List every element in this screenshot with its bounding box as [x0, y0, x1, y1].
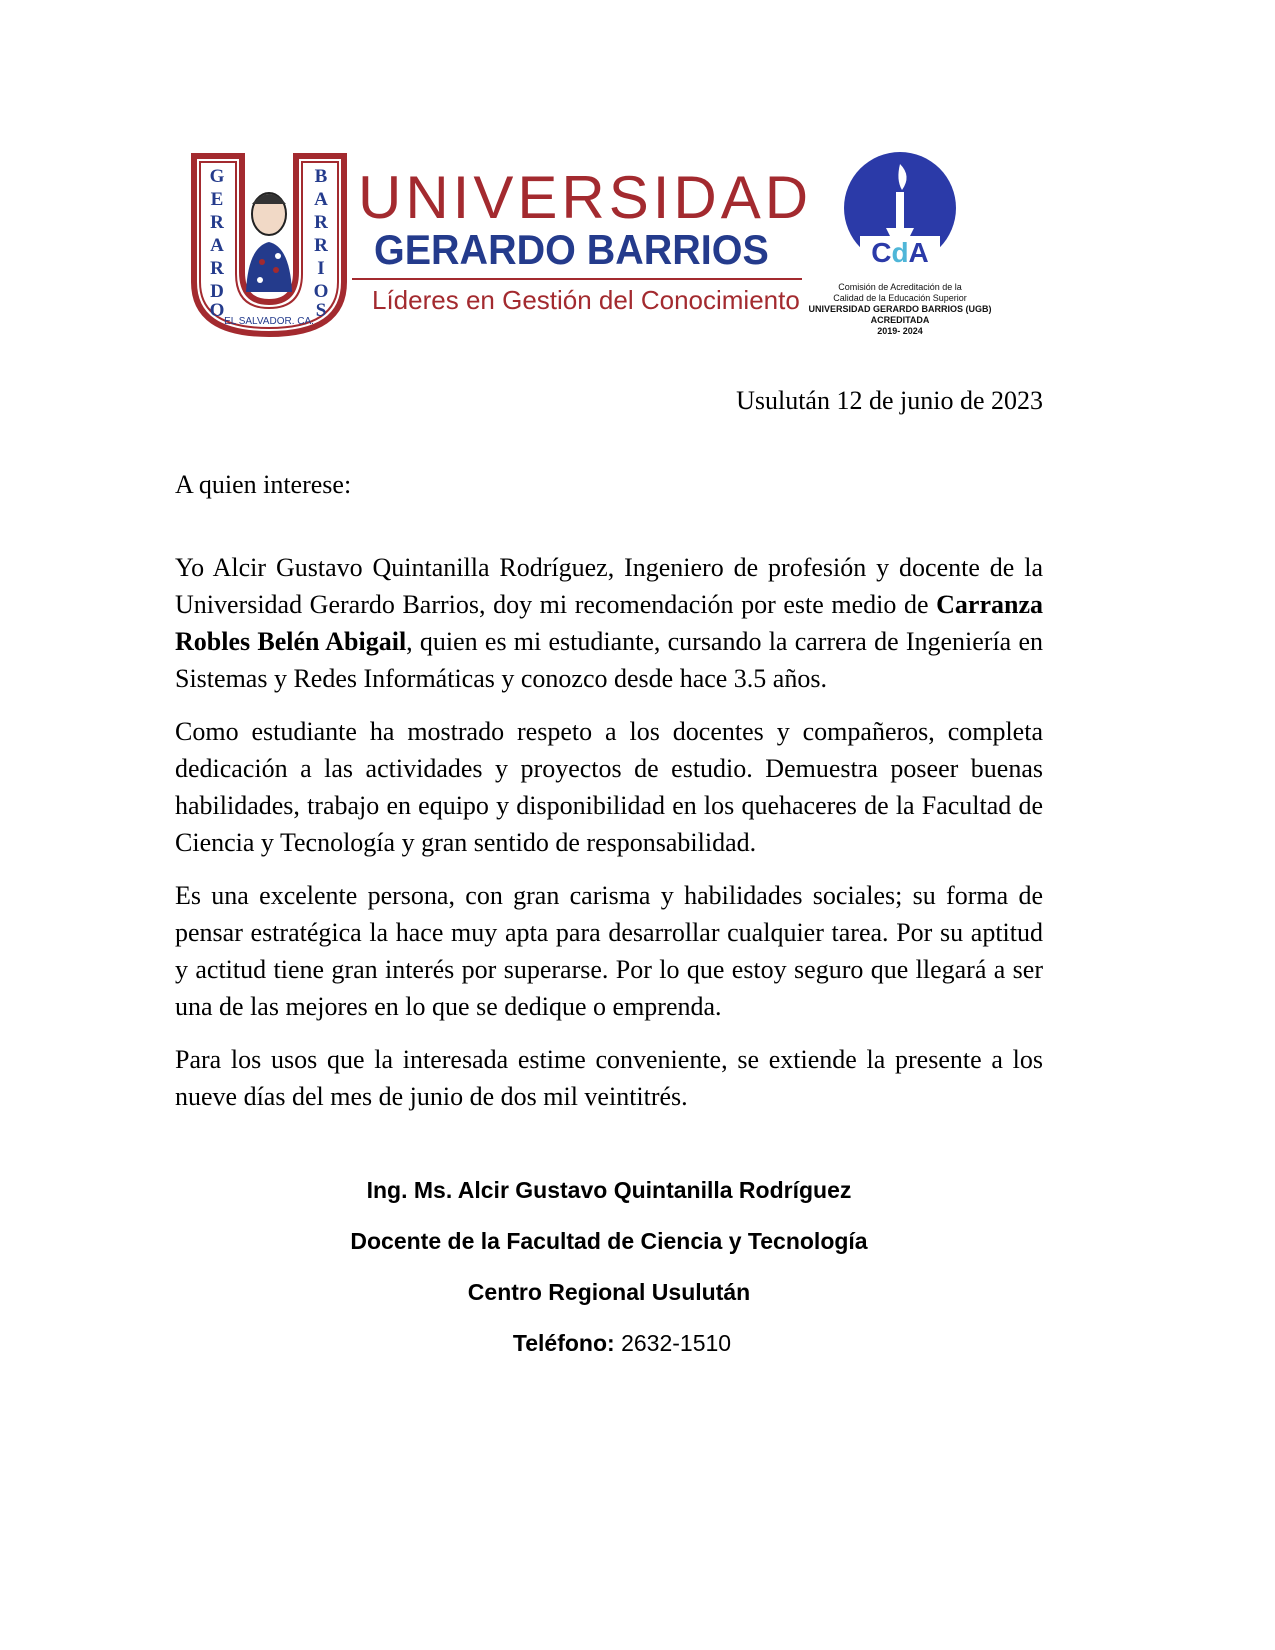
paragraph-introduction: Yo Alcir Gustavo Quintanilla Rodríguez, Ingeniero de profesión y docente de la Universidad Gerardo Barrios, doy mi recomendación por este medio de Carranza Robles Belén Abigail, quien es mi estudiante, cursando la carrera de Ingeniería en Sistemas y Redes Informáticas y conozco desde hace 3.5 años.	[175, 553, 1043, 693]
letter-greeting: A quien interese:	[175, 470, 352, 499]
letterhead	[0, 0, 1275, 360]
paragraph-closing: Para los usos que la interesada estime conveniente, se extiende la presente a los nueve días del mes de junio de dos mil veintitrés.	[175, 1045, 1043, 1111]
signatory-phone: Teléfono: 2632-1510	[512, 1330, 732, 1356]
cda-accreditation-text: Comisión de Acreditación de la Calidad de la Educación Superior UNIVERSIDAD GERARDO BARRIOS (UGB) ACREDITADA 2019- 2024	[808, 282, 992, 336]
signatory-name: Ing. Ms. Alcir Gustavo Quintanilla Rodríguez	[366, 1177, 852, 1203]
svg-text:B: B	[314, 166, 328, 187]
wordmark-universidad: UNIVERSIDAD	[358, 164, 813, 231]
svg-text:G: G	[209, 166, 225, 187]
svg-text:I: I	[317, 258, 325, 279]
paragraph-conduct: Como estudiante ha mostrado respeto a los docentes y compañeros, completa dedicación a las actividades y proyectos de estudio. Demuestra poseer buenas habilidades, trabajo en equipo y disponibilidad en los quehaceres de la Facultad de Ciencia y Tecnología y gran sentido de responsabilidad.	[175, 717, 1043, 857]
signatory-center: Centro Regional Usulután	[467, 1279, 751, 1305]
svg-text:R: R	[314, 235, 328, 256]
student-name: Carranza Robles Belén Abigail	[175, 590, 1043, 656]
wordmark-gerardo-barrios: GERARDO BARRIOS	[374, 226, 769, 273]
svg-text:R: R	[210, 212, 224, 233]
svg-text:CdA: CdA	[871, 237, 929, 268]
svg-text:O: O	[313, 281, 329, 302]
svg-text:E: E	[210, 189, 224, 210]
letter-date: Usulután 12 de junio de 2023	[736, 386, 1043, 415]
svg-text:EL SALVADOR. CA.: EL SALVADOR. CA.	[224, 316, 314, 327]
svg-text:A: A	[210, 235, 224, 256]
svg-text:S: S	[315, 300, 327, 321]
paragraph-qualities: Es una excelente persona, con gran carisma y habilidades sociales; su forma de pensar estratégica la hace muy apta para desarrollar cualquier tarea. Por su aptitud y actitud tiene gran interés por superarse. Por lo que estoy seguro que llegará a ser una de las mejores en lo que se dedique o emprenda.	[175, 881, 1043, 1021]
letter-body	[175, 466, 1043, 1131]
svg-text:R: R	[314, 212, 328, 233]
svg-text:A: A	[314, 189, 328, 210]
university-shield-logo	[190, 152, 348, 338]
wordmark-divider	[352, 278, 802, 280]
svg-text:O: O	[209, 300, 225, 321]
signature-block	[175, 1177, 1043, 1381]
signatory-title: Docente de la Facultad de Ciencia y Tecnología	[350, 1228, 868, 1254]
svg-text:R: R	[210, 258, 224, 279]
cda-accreditation-logo	[830, 150, 970, 275]
wordmark-tagline: Líderes en Gestión del Conocimiento	[372, 285, 800, 315]
svg-text:D: D	[210, 281, 224, 302]
